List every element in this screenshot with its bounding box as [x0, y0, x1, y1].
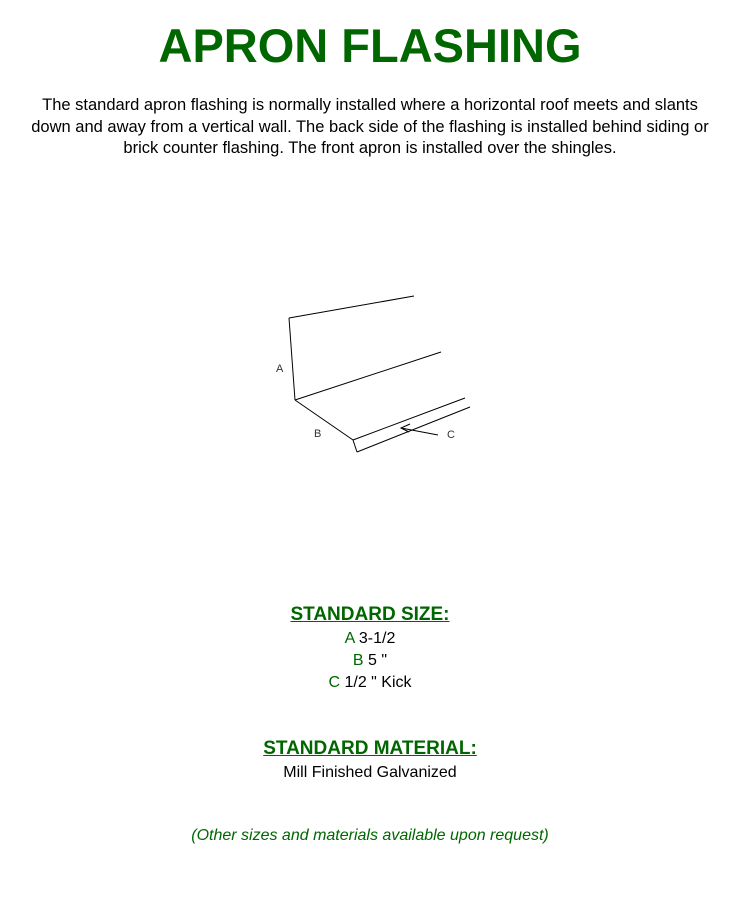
standard-material-value: Mill Finished Galvanized — [283, 764, 457, 781]
diagram-label-c: C — [447, 429, 455, 441]
standard-size-heading: STANDARD SIZE: — [290, 604, 450, 625]
diagram-label-a: A — [276, 363, 284, 375]
size-letter: C — [328, 674, 341, 691]
size-letter: B — [352, 652, 364, 669]
diagram-label-b: B — [314, 428, 322, 440]
kick-pointer-arrow-shaft — [401, 428, 438, 435]
flashing-crease-line — [295, 352, 441, 400]
flashing-apron-side-edge — [295, 400, 353, 440]
apron-flashing-diagram — [260, 280, 490, 470]
size-value: 1/2 " Kick — [344, 674, 412, 691]
flashing-back-top-edge — [289, 296, 414, 318]
size-value: 5 " — [368, 652, 388, 669]
standard-size-list — [0, 628, 740, 694]
intro-paragraph: The standard apron flashing is normally installed where a horizontal roof meets and slants down and away from a vertical wall. The back side of the flashing is installed behind siding or brick counter flashing. The front apron is installed over the shingles. — [31, 96, 709, 157]
flashing-back-side-edge — [289, 318, 295, 400]
availability-note: (Other sizes and materials available upon request) — [191, 827, 549, 844]
standard-material-heading: STANDARD MATERIAL: — [263, 738, 477, 759]
flashing-kick-fold — [353, 440, 357, 452]
size-row-a — [0, 628, 740, 650]
size-row-b — [0, 650, 740, 672]
size-row-c — [0, 672, 740, 694]
size-letter: A — [344, 630, 355, 647]
page-title: APRON FLASHING — [158, 19, 582, 72]
size-value: 3-1/2 — [358, 630, 396, 647]
